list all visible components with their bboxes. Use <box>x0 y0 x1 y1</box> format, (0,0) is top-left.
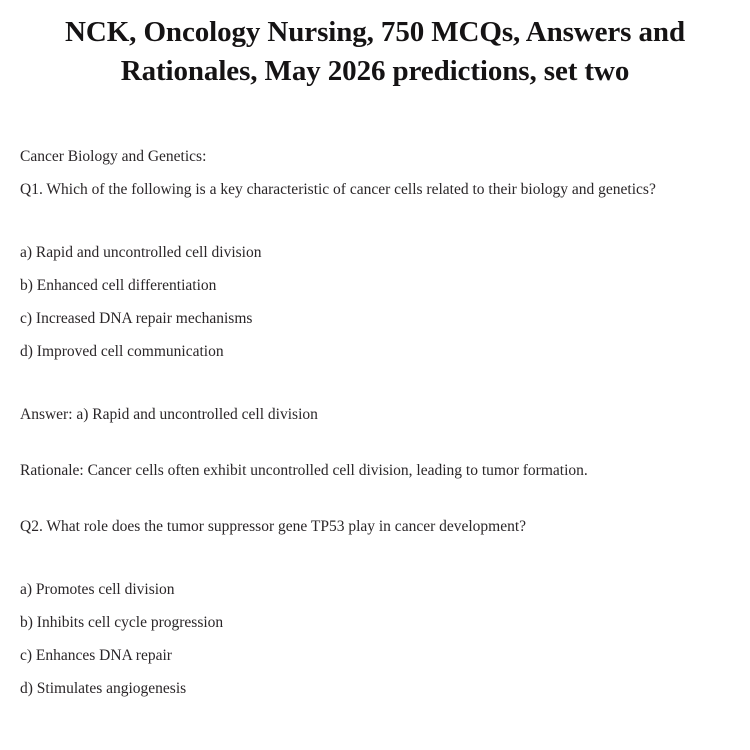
question-2-option-c[interactable]: c) Enhances DNA repair <box>20 647 172 664</box>
question-1-rationale: Rationale: Cancer cells often exhibit uncontrolled cell division, leading to tumor formation. <box>20 462 588 479</box>
question-1-option-d[interactable]: d) Improved cell communication <box>20 343 224 360</box>
question-2-option-a[interactable]: a) Promotes cell division <box>20 581 175 598</box>
question-1-option-b[interactable]: b) Enhanced cell differentiation <box>20 277 217 294</box>
question-2-prompt: Q2. What role does the tumor suppressor gene TP53 play in cancer development? <box>20 518 527 535</box>
document-body <box>0 147 750 699</box>
section-label-cancer-biology-and-genetics: Cancer Biology and Genetics: <box>20 148 207 165</box>
question-1-option-a[interactable]: a) Rapid and uncontrolled cell division <box>20 244 262 261</box>
question-2-option-d[interactable]: d) Stimulates angiogenesis <box>20 680 187 697</box>
page-title-line-1: NCK, Oncology Nursing, 750 MCQs, Answers and <box>65 16 685 48</box>
page-title-line-2: Rationales, May 2026 predictions, set two <box>120 55 630 87</box>
page-title <box>30 0 720 91</box>
question-1-answer: Answer: a) Rapid and uncontrolled cell division <box>20 406 318 423</box>
question-1-option-c[interactable]: c) Increased DNA repair mechanisms <box>20 310 253 327</box>
question-1-prompt: Q1. Which of the following is a key characteristic of cancer cells related to their biology and genetics? <box>20 181 656 198</box>
question-2-option-b[interactable]: b) Inhibits cell cycle progression <box>20 614 224 631</box>
